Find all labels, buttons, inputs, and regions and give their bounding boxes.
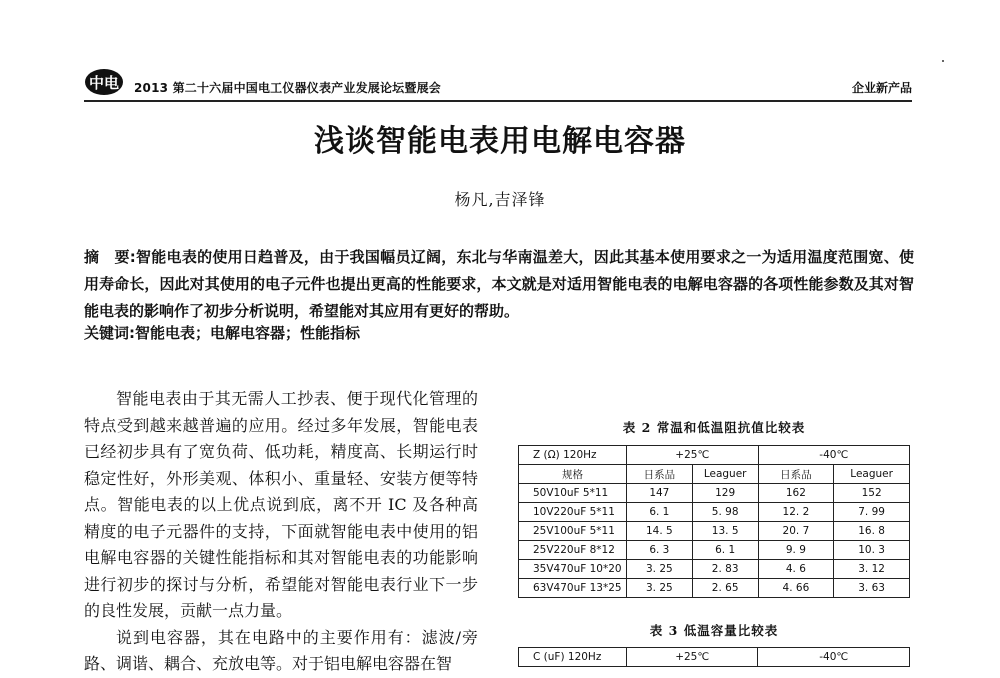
table2-caption: 表 2 常温和低温阻抗值比较表 bbox=[622, 420, 806, 435]
body-paragraph: 说到电容器，其在电路中的主要作用有：滤波/旁路、调谐、耦合、充放电等。对于铝电解电容器在智 bbox=[84, 627, 478, 673]
table2 bbox=[518, 445, 910, 598]
table3-caption: 表 3 低温容量比较表 bbox=[649, 623, 779, 638]
table-cell: 4. 6 bbox=[758, 560, 834, 579]
table-cell: 25V100uF 5*11 bbox=[519, 522, 627, 541]
table-row bbox=[519, 484, 910, 503]
table-cell: 35V470uF 10*20 bbox=[519, 560, 627, 579]
table-header-cell: +25℃ bbox=[626, 446, 758, 465]
abstract-label: 摘 要: bbox=[84, 248, 136, 266]
table-cell: 6. 1 bbox=[626, 503, 692, 522]
logo-text: 中电 bbox=[88, 74, 120, 92]
section-tag: 企业新产品 bbox=[851, 81, 912, 95]
table-header-cell: 日系品 bbox=[758, 465, 834, 484]
table-cell: 10. 3 bbox=[834, 541, 910, 560]
table-cell: 9. 9 bbox=[758, 541, 834, 560]
table-header-cell: Z (Ω) 120Hz bbox=[519, 446, 627, 465]
table-header-cell: Leaguer bbox=[834, 465, 910, 484]
table-cell: 152 bbox=[834, 484, 910, 503]
table-row bbox=[519, 560, 910, 579]
abstract bbox=[84, 244, 914, 325]
table-header-cell: -40℃ bbox=[758, 648, 910, 667]
table-cell: 2. 65 bbox=[692, 579, 758, 598]
table-header-row bbox=[519, 648, 910, 667]
table-header-cell: 规格 bbox=[519, 465, 627, 484]
table-header-cell: C (uF) 120Hz bbox=[519, 648, 627, 667]
table-cell: 5. 98 bbox=[692, 503, 758, 522]
table-row bbox=[519, 541, 910, 560]
table-cell: 3. 25 bbox=[626, 560, 692, 579]
table-cell: 20. 7 bbox=[758, 522, 834, 541]
article-authors: 杨凡,吉泽锋 bbox=[454, 190, 546, 209]
table-cell: 63V470uF 13*25 bbox=[519, 579, 627, 598]
table-cell: 3. 63 bbox=[834, 579, 910, 598]
table-cell: 147 bbox=[626, 484, 692, 503]
table-cell: 14. 5 bbox=[626, 522, 692, 541]
table-header-cell: +25℃ bbox=[626, 648, 758, 667]
table-header-row bbox=[519, 465, 910, 484]
table-cell: 129 bbox=[692, 484, 758, 503]
conference-title: 2013 第二十六届中国电工仪器仪表产业发展论坛暨展会 bbox=[134, 81, 441, 95]
table-cell: 7. 99 bbox=[834, 503, 910, 522]
table-cell: 10V220uF 5*11 bbox=[519, 503, 627, 522]
table-cell: 16. 8 bbox=[834, 522, 910, 541]
article-title: 浅谈智能电表用电解电容器 bbox=[314, 124, 686, 159]
table-cell: 25V220uF 8*12 bbox=[519, 541, 627, 560]
table-cell: 12. 2 bbox=[758, 503, 834, 522]
table-cell: 50V10uF 5*11 bbox=[519, 484, 627, 503]
table-cell: 162 bbox=[758, 484, 834, 503]
table3 bbox=[518, 647, 910, 667]
table-header-cell: -40℃ bbox=[758, 446, 909, 465]
abstract-text: 智能电表的使用日趋普及，由于我国幅员辽阔，东北与华南温差大，因此其基本使用要求之一为适用温度范围宽、使用寿命长，因此对其使用的电子元件也提出更高的性能要求，本文就是对适用智能电表的电解电容器的各项性能参数及其对智能电表的影响作了初步分析说明，希望能对其应用有更好的帮助。 bbox=[84, 248, 914, 320]
table-header-row bbox=[519, 446, 910, 465]
scan-speck bbox=[942, 60, 944, 62]
table-cell: 6. 1 bbox=[692, 541, 758, 560]
keywords bbox=[84, 320, 914, 347]
conference-logo bbox=[84, 66, 128, 96]
table-cell: 2. 83 bbox=[692, 560, 758, 579]
body-paragraph: 智能电表由于其无需人工抄表、便于现代化管理的特点受到越来越普遍的应用。经过多年发展，智能电表已经初步具有了宽负荷、低功耗，精度高、长期运行时稳定性好，外形美观、体积小、重量轻、安装方便等特点。智能电表的以上优点说到底，离不开 IC 及各种高精度的电子元器件的支持，下面就智能电表中使用的铝电解电容器的关键性能指标和其对智能电表的功能影响进行初步的探讨与分析，希望能对智能电表行业下一步的良性发展，贡献一点力量。 bbox=[84, 389, 478, 620]
table-row bbox=[519, 579, 910, 598]
table-cell: 4. 66 bbox=[758, 579, 834, 598]
table-cell: 13. 5 bbox=[692, 522, 758, 541]
table-cell: 6. 3 bbox=[626, 541, 692, 560]
body-column bbox=[84, 386, 478, 678]
keywords-text: 智能电表；电解电容器；性能指标 bbox=[135, 324, 361, 342]
table-header-cell: 日系品 bbox=[626, 465, 692, 484]
page-header bbox=[84, 64, 912, 102]
table-row bbox=[519, 503, 910, 522]
keywords-label: 关键词: bbox=[84, 324, 135, 342]
table-cell: 3. 25 bbox=[626, 579, 692, 598]
table-row bbox=[519, 522, 910, 541]
table-cell: 3. 12 bbox=[834, 560, 910, 579]
table-header-cell: Leaguer bbox=[692, 465, 758, 484]
